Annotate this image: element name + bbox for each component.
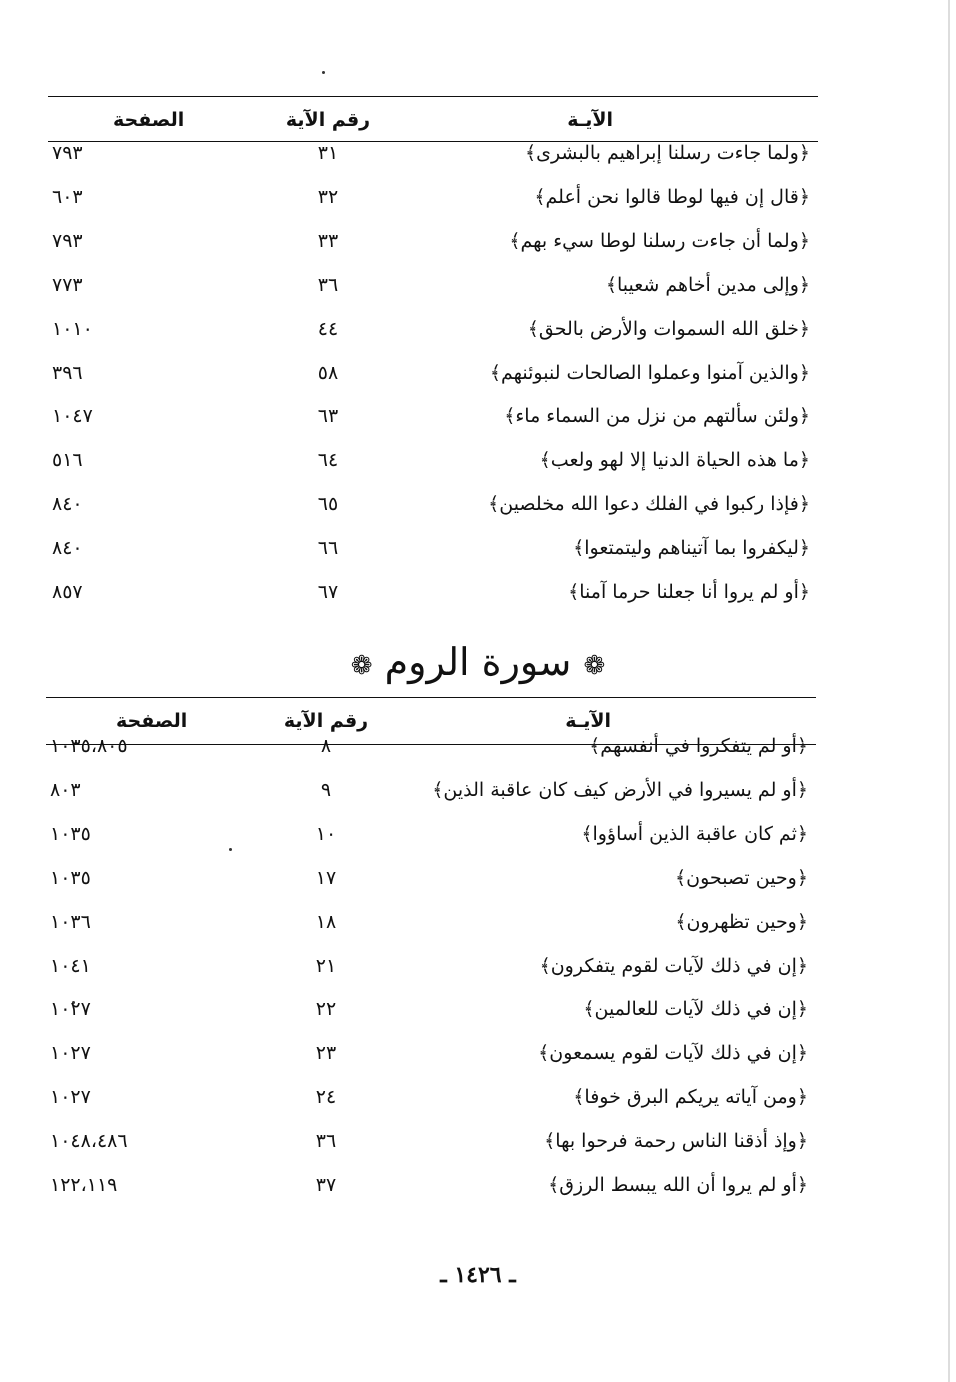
header-ayah-number: رقم الآية xyxy=(285,109,371,131)
surah-heading xyxy=(0,640,956,684)
page-reference: ١٠٣٦ xyxy=(50,910,91,933)
index-table-1 xyxy=(48,96,818,626)
table-row xyxy=(46,856,816,900)
table-row xyxy=(48,438,818,482)
ayah-number: ٤٤ xyxy=(317,317,339,340)
verse-text: ﴿أو لم يتفكروا في أنفسهم﴾ xyxy=(589,735,808,757)
verse-text: ﴿إن في ذلك لآيات للعالمين﴾ xyxy=(583,998,808,1021)
ayah-number: ٦٤ xyxy=(317,449,339,472)
page-reference: ١٠٢٧ xyxy=(50,998,91,1021)
verse-text: ﴿إن في ذلك لآيات لقوم يسمعون﴾ xyxy=(538,1042,808,1065)
ayah-number: ٣٧ xyxy=(315,1174,337,1196)
table-row xyxy=(48,219,818,263)
page-reference: ١٠٤٨،٤٨٦ xyxy=(50,1130,128,1153)
verse-text: ﴿وحين تظهرون﴾ xyxy=(675,910,808,933)
table-row xyxy=(48,394,818,438)
page-reference: ١٠١٠ xyxy=(52,317,93,340)
ayah-number: ٦٣ xyxy=(317,405,339,428)
ayah-number: ٢١ xyxy=(315,954,337,977)
page-reference: ١٠٤١ xyxy=(50,954,91,977)
verse-text: ﴿قال إن فيها لوطا قالوا نحن أعلم﴾ xyxy=(534,185,810,208)
header-verse: الآيـة xyxy=(567,109,613,131)
table-row xyxy=(48,131,818,175)
page-reference: ١٢٢،١١٩ xyxy=(50,1174,118,1196)
page-reference: ١٠٣٥،٨٠٥ xyxy=(50,735,128,757)
ornament-icon: ❁ xyxy=(350,650,373,681)
table-row xyxy=(46,1031,816,1075)
page-reference: ١٠٤٧ xyxy=(52,405,93,428)
verse-text: ﴿ليكفروا بما آتيناهم وليتمتعوا﴾ xyxy=(573,537,810,560)
table-row xyxy=(46,944,816,988)
table-row xyxy=(46,724,816,768)
index-table-2 xyxy=(46,697,816,1227)
ornament-icon: ❁ xyxy=(583,650,606,681)
verse-text: ﴿والذين آمنوا وعملوا الصالحات لنبوئنهم﴾ xyxy=(489,361,810,384)
header-page: الصفحة xyxy=(116,710,188,732)
ayah-number: ٢٤ xyxy=(315,1086,337,1109)
page-reference: ٦٠٣ xyxy=(52,185,83,208)
ayah-number: ٣١ xyxy=(317,142,339,164)
page-reference: ٧٩٣ xyxy=(52,142,83,164)
ayah-number: ٩ xyxy=(320,778,332,801)
table-row xyxy=(46,987,816,1031)
table-row xyxy=(46,768,816,812)
page-reference: ٥١٦ xyxy=(52,449,83,472)
page-reference: ١٠٢٧ xyxy=(50,1042,91,1065)
surah-title: سورة الروم xyxy=(384,640,572,684)
table-row xyxy=(48,570,818,614)
page-reference: ٨٤٠ xyxy=(52,537,83,560)
table-row xyxy=(46,1163,816,1207)
ayah-number: ٣٦ xyxy=(315,1130,337,1153)
ayah-number: ٦٦ xyxy=(317,537,339,560)
page-reference: ١٠٢٧ xyxy=(50,1086,91,1109)
ayah-number: ٦٧ xyxy=(317,581,339,603)
page-reference: ٨٤٠ xyxy=(52,493,83,516)
header-page: الصفحة xyxy=(113,109,185,131)
verse-text: ﴿فإذا ركبوا في الفلك دعوا الله مخلصين﴾ xyxy=(488,493,810,516)
header-verse: الآيـة xyxy=(565,710,611,732)
page-reference: ٧٧٣ xyxy=(52,273,83,296)
verse-text: ﴿أو لم يروا أنا جعلنا حرما آمنا﴾ xyxy=(568,581,810,603)
ayah-number: ١٧ xyxy=(315,866,337,889)
ayah-number: ٣٦ xyxy=(317,273,339,296)
verse-text: ﴿ولئن سألتهم من نزل من السماء ماء﴾ xyxy=(504,405,810,428)
header-ayah-number: رقم الآية xyxy=(283,710,369,732)
page-reference: ١٠٣٥ xyxy=(50,822,91,845)
ayah-number: ٣٢ xyxy=(317,185,339,208)
page-reference: ١٠٣٥ xyxy=(50,866,91,889)
ayah-number: ١٠ xyxy=(315,822,337,845)
verse-text: ﴿ثم كان عاقبة الذين أساؤوا﴾ xyxy=(581,822,808,845)
verse-text: ﴿أو لم يسيروا في الأرض كيف كان عاقبة الذين﴾ xyxy=(432,778,808,801)
verse-text: ﴿ولما أن جاءت رسلنا لوطا سيء بهم﴾ xyxy=(509,229,810,252)
verse-text: ﴿إن في ذلك لآيات لقوم يتفكرون﴾ xyxy=(539,954,808,977)
ayah-number: ٥٨ xyxy=(317,361,339,384)
table-row xyxy=(46,900,816,944)
ayah-number: ٢٣ xyxy=(315,1042,337,1065)
ayah-number: ١٨ xyxy=(315,910,337,933)
table-row xyxy=(48,307,818,351)
verse-text: ﴿وإذ أذقنا الناس رحمة فرحوا بها﴾ xyxy=(544,1130,808,1153)
table-row xyxy=(48,351,818,395)
page-number: ـ ١٤٢٦ ـ xyxy=(440,1262,516,1288)
verse-text: ﴿أو لم يروا أن الله يبسط الرزق﴾ xyxy=(548,1174,808,1196)
table-row xyxy=(46,812,816,856)
table-row xyxy=(48,175,818,219)
ayah-number: ٣٣ xyxy=(317,229,339,252)
page-reference: ٨٠٣ xyxy=(50,778,81,801)
table-row xyxy=(46,1119,816,1163)
table-row xyxy=(48,482,818,526)
speck xyxy=(322,71,325,74)
verse-text: ﴿وحين تصبحون﴾ xyxy=(675,866,808,889)
table-row xyxy=(46,1075,816,1119)
verse-text: ﴿خلق الله السموات والأرض بالحق﴾ xyxy=(527,317,810,340)
ayah-number: ٢٢ xyxy=(315,998,337,1021)
verse-text: ﴿ما هذه الحياة الدنيا إلا لهو ولعب﴾ xyxy=(539,449,810,472)
verse-text: ﴿ولما جاءت رسلنا إبراهيم بالبشرى﴾ xyxy=(524,142,810,164)
page-reference: ٨٥٧ xyxy=(52,581,83,603)
ayah-number: ٦٥ xyxy=(317,493,339,516)
verse-text: ﴿ومن آياته يريكم البرق خوفا﴾ xyxy=(573,1086,808,1109)
page-edge-shadow xyxy=(948,0,950,1382)
table-row xyxy=(48,526,818,570)
page-reference: ٣٩٦ xyxy=(52,361,83,384)
verse-text: ﴿وإلى مدين أخاهم شعيبا﴾ xyxy=(605,273,810,296)
table-row xyxy=(48,263,818,307)
ayah-number: ٨ xyxy=(320,735,332,757)
page-reference: ٧٩٣ xyxy=(52,229,83,252)
